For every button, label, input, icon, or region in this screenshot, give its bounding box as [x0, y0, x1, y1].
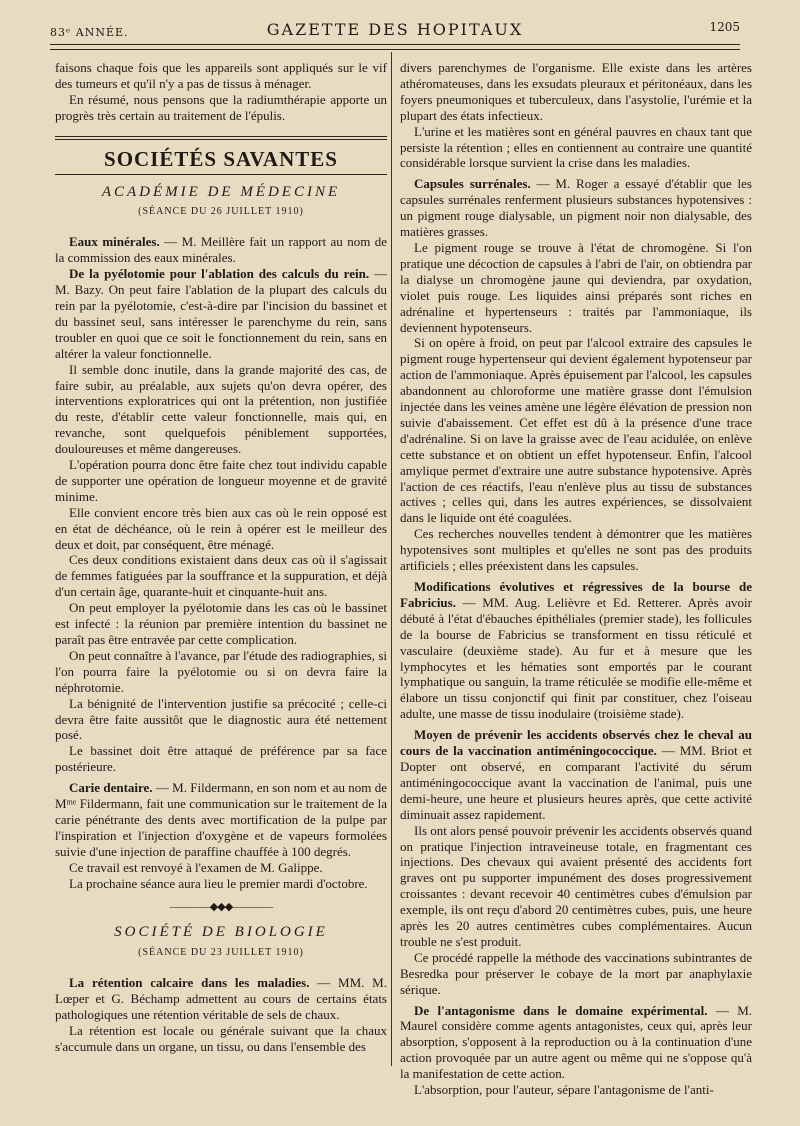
paragraph: Le pigment rouge se trouve à l'état de chromogène. Si l'on pratique une décoction de capsules à l'abri de l'air, on obtiendra par la dialyse un chromogène jaune qui deviendra, par oxydation, violet puis rouge. Les liquides ainsi préparés sont riches en adrénaline et hypertenseurs : traités par l'ammoniaque, ils deviennent hypotenseurs.: [400, 239, 752, 335]
article-pyelotomie: [55, 266, 387, 361]
paragraph: La bénignité de l'intervention justifie sa précocité ; celle-ci devra être faite aussitôt que le diagnostic aura été nettement posé.: [55, 695, 387, 743]
paragraph: On peut employer la pyélotomie dans les cas où le bassinet est infecté : la réunion par première intention du bassinet ne paraît pas être entravée par cette complication.: [55, 600, 387, 647]
article-text: — M. Roger a essayé d'établir que les capsules surrénales renferment plusieurs substances hypotensives : un pigment rouge dialysable, un pigment noir non dialysable, des matières grasses.: [400, 176, 752, 240]
article-text: — M. Bazy. On peut faire l'ablation de la plupart des calculs du rein par la pyélotomie, c'est-à-dire par l'incision du bassinet et du bassinet seul, sans intéresser le parenchyme du rein, sans troubler en quoi que ce soit le fonctionnement du rein, sans en altérer la valeur fonctionnelle.: [55, 266, 388, 361]
paragraph: Le bassinet doit être attaqué de préférence par sa face postérieure.: [55, 743, 387, 775]
ornament-divider: ————◆◆◆————: [169, 900, 273, 913]
article-carie: [55, 780, 387, 860]
article-title: De la pyélotomie pour l'ablation des calculs du rein.: [69, 266, 370, 282]
intro-paragraph: En résumé, nous pensons que la radiumthérapie apporte un progrès très certain au traitement de l'épulis.: [55, 91, 387, 123]
journal-title: GAZETTE DES HOPITAUX: [266, 20, 524, 39]
page-number: 1205: [709, 20, 740, 34]
section-title-rule: [55, 174, 387, 175]
paragraph: Ces recherches nouvelles tendent à démontrer que les matières hypotensives sont multiples et qu'elles ne sont pas des produits artificiels ; elles préexistent dans les capsules.: [400, 526, 752, 574]
running-header: [50, 16, 740, 40]
header-rule-thin: [50, 49, 740, 50]
paragraph: Ils ont alors pensé pouvoir prévenir les accidents observés quand on pratique l'injection intraveineuse totale, en fragmentant ces injections. Des chevaux qui avaient présenté des accidents fort graves ont pu supporter impunément des doses progressivement croissantes : devant recevoir 40 centimètres cubes d'émulsion par exemple, ils ont reçu d'abord 20 centimètres cubes, puis, une heure après les 20 autres centimètres cubes complémentaires. Aucun trouble ne s'est produit.: [400, 822, 752, 949]
paragraph: Elle convient encore très bien aux cas où le rein opposé est en état de déchéance, où le rein à opérer est le meilleur des deux et doit, par conséquent, être ménagé.: [55, 504, 387, 552]
article-retention: [55, 975, 387, 1023]
article-fabricius: [400, 579, 752, 722]
paragraph: Si on opère à froid, on peut par l'alcool extraire des capsules le pigment rouge hypertenseur qui devient également hypotenseur par action de l'ammoniaque. Après épuisement par l'alcool, les capsules abandonnent au chloroforme une matière grasse dont l'émulsion injectée dans les veines amène une légère élévation de pression non suivie d'abaissement. Cet effet est dû à la présence d'une trace d'adrénaline. Si on lave la graisse avec de l'eau acidulée, on enlève cette substance et on obtient un effet hypotenseur. Enfin, l'alcool amylique permet d'extraire une autre substance hypotensive. Après l'action de ces réactifs, l'eau n'enlève plus au tissu de substances actives ; celles qui, dans les autres expériences, se dissolvaient dans le liquide ont été coagulées.: [400, 335, 752, 526]
column-divider: [391, 52, 392, 1066]
intro-paragraph: faisons chaque fois que les appareils sont appliqués sur le vif des tumeurs et qu'il n'y a pas de tissus à ménager.: [55, 60, 387, 91]
article-antagonisme: [400, 1003, 752, 1083]
paragraph: L'absorption, pour l'auteur, sépare l'antagonisme de l'anti-: [414, 1082, 714, 1098]
article-cheval: [400, 727, 752, 822]
year-label: 83ᵉ ANNÉE.: [50, 26, 129, 39]
article-title: Carie dentaire.: [69, 780, 153, 796]
academie-heading: ACADÉMIE DE MÉDECINE: [101, 183, 341, 200]
article-eaux: [55, 234, 387, 266]
article-title: Modifications évolutives et régressives de la bourse de Fabricius.: [400, 579, 752, 610]
article-text: — M. Maurel considère comme agents antagonistes, ceux qui, après leur absorption, s'opposent à la reproduction ou à la continuation d'une action provoquée par un autre agent ou même qui ne s'oppose qu'à la manifestation de cette action.: [400, 1002, 753, 1082]
article-title: Moyen de prévenir les accidents observés chez le cheval au cours de la vaccination antiméningococcique.: [400, 727, 752, 759]
paragraph: Ces deux conditions existaient dans deux cas où il s'agissait de femmes fatiguées par la souffrance et la suppuration, et déjà d'un certain âge, quarante-huit et cinquante-huit ans.: [55, 552, 387, 600]
paragraph: L'opération pourra donc être faite chez tout individu capable de supporter une opération de longueur moyenne et de gravité minime.: [55, 457, 387, 504]
paragraph: Ce procédé rappelle la méthode des vaccinations subintrantes de Besredka pour préserver le cobaye de la mort par anaphylaxie sérique.: [400, 949, 752, 997]
article-text: — M. Meillère fait un rapport au nom de la commission des eaux minérales.: [55, 234, 388, 266]
paragraph: divers parenchymes de l'organisme. Elle existe dans les artères athéromateuses, dans les exsudats pleuraux et péritonéaux, dans les foyers pneumoniques et tuberculeux, dans l'asystolie, l'urémie et la plupart des états infectieux.: [400, 60, 752, 123]
paragraph: On peut connaître à l'avance, par l'étude des radiographies, si l'on pourra faire la pyélotomie ou si on devra faire la néphrotomie.: [55, 647, 387, 695]
article-title: De l'antagonisme dans le domaine expérimental.: [414, 1002, 708, 1018]
section-title: SOCIÉTÉS SAVANTES: [104, 146, 338, 171]
section-rule: [55, 136, 387, 140]
paragraph: L'urine et les matières sont en général pauvres en chaux tant que persiste la rétention ; elles en contiennent au contraire une quantité considérable lorsque survient la crise dans les maladies.: [400, 123, 752, 171]
left-column: [55, 60, 387, 1055]
article-text: — MM. M. Lœper et G. Béchamp admettent au cours de certains états pathologiques une rétention véritable de sels de chaux.: [55, 975, 387, 1023]
article-title: Capsules surrénales.: [414, 176, 531, 192]
article-text: — MM. Briot et Dopter ont observé, en comparant l'activité du sérum antiméningococcique avant la vaccination de l'animal, puis une demi-heure, une heure et plusieurs heures après, que cette activité diminuait assez rapidement.: [400, 743, 752, 822]
article-title: La rétention calcaire dans les maladies.: [69, 975, 310, 991]
header-rule: [50, 44, 740, 45]
right-column: [400, 60, 752, 1098]
article-text: — M. Fildermann, en son nom et au nom de Mᵐᵉ Fildermann, fait une communication sur le traitement de la carie pénétrante des dents avec mortification de la pulpe par l'inspiration et l'injection d'oxygène et de vapeurs formolées suivie d'une injection de paraffine chauffée à 100 degrés.: [55, 780, 387, 859]
biologie-seance: (SÉANCE DU 23 JUILLET 1910): [138, 947, 304, 959]
paragraph: Ce travail est renvoyé à l'examen de M. Galippe.: [69, 859, 323, 875]
paragraph: Il semble donc inutile, dans la grande majorité des cas, de faire subir, au préalable, aux sujets qu'on devra opérer, des interventions exploratrices qui ont la prétention, non justifiée du reste, d'établir cette valeur fonctionnelle, mais qui, en revanche, sont quelquefois péniblement supportées, douloureuses et même dangereuses.: [55, 361, 387, 457]
article-title: Eaux minérales.: [69, 234, 160, 250]
paragraph: La prochaine séance aura lieu le premier mardi d'octobre.: [69, 875, 368, 891]
biologie-heading: SOCIÉTÉ DE BIOLOGIE: [114, 924, 328, 941]
article-text: — MM. Aug. Lelièvre et Ed. Retterer. Après avoir débuté à l'état d'ébauches épithéliales (premier stade), les follicules de la bourse de Fabricius se transforment en tissu réticulé et vasculaire (deuxième stade). Au fur et à mesure que les lymphocytes et les hématies sont emportés par le courant lymphatique ou sanguin, la trame réticulée se modifie elle-même et élabore un tissu conjonctif qui finit par constituer, chez l'oiseau adulte, une masse de tissu inodulaire (troisième stade).: [400, 594, 752, 722]
paragraph: La rétention est locale ou générale suivant que la chaux s'accumule dans un organe, un tissu, ou dans l'ensemble des: [55, 1022, 387, 1054]
academie-seance: (SÉANCE DU 26 JUILLET 1910): [138, 206, 304, 218]
article-capsules: [400, 176, 752, 240]
